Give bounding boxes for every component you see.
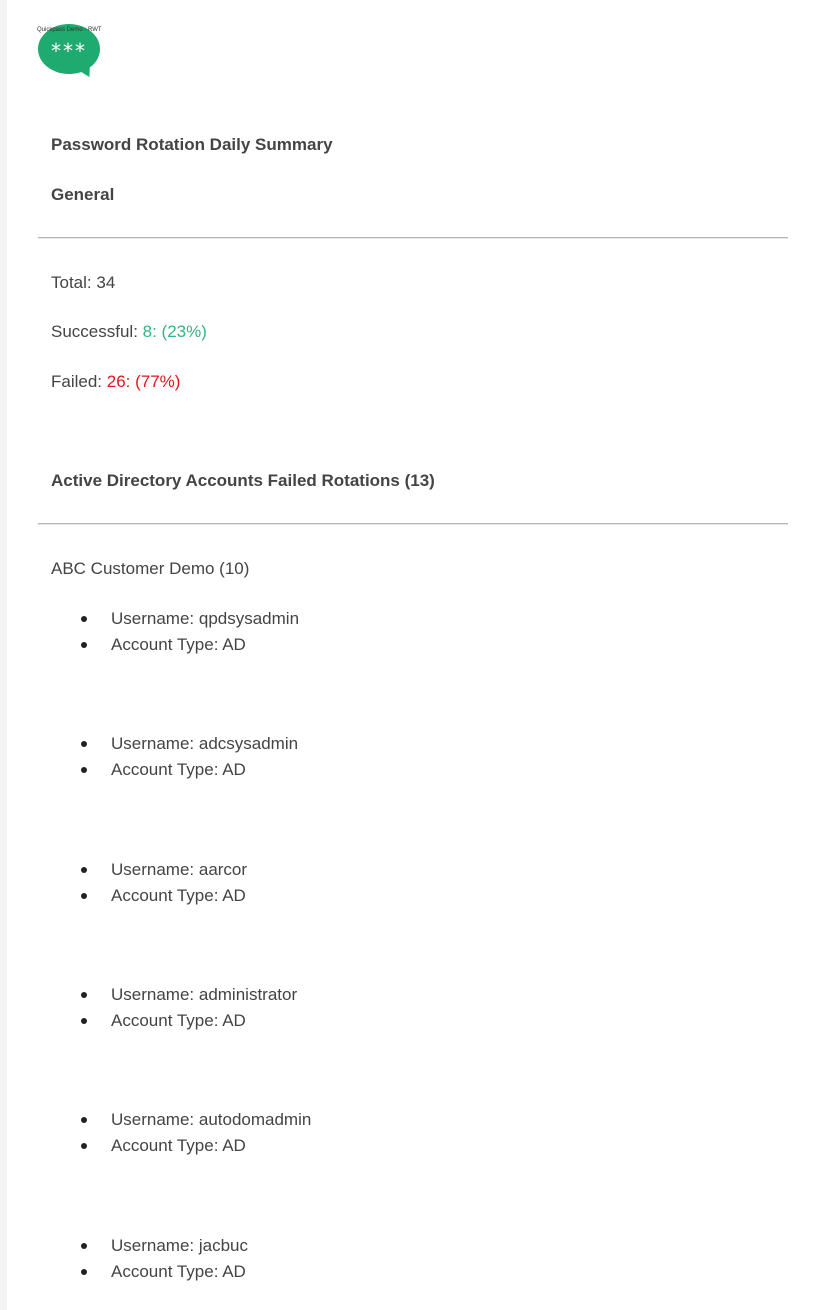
bullet-icon <box>81 1117 87 1123</box>
account-type: Account Type: AD <box>111 1136 246 1155</box>
failed-value: 26: (77%) <box>106 372 181 391</box>
successful-label: Successful: <box>51 322 143 341</box>
successful-value: 8: (23%) <box>142 322 207 341</box>
left-margin-bar <box>0 0 7 1310</box>
account-username: Username: autodomadmin <box>111 1110 312 1129</box>
bullet-icon <box>81 1018 87 1024</box>
bullet-icon <box>81 1243 87 1249</box>
bullet-icon <box>81 1269 87 1275</box>
total-label: Total: <box>51 273 97 292</box>
quickpass-logo <box>37 22 103 78</box>
account-username: Username: jacbuc <box>111 1236 249 1255</box>
successful-line <box>51 322 207 342</box>
logo-stars: *** <box>51 39 87 63</box>
total-value: 34 <box>96 273 116 292</box>
page-title: Password Rotation Daily Summary <box>51 135 333 154</box>
bullet-icon <box>81 1143 87 1149</box>
account-type: Account Type: AD <box>111 760 246 779</box>
bullet-icon <box>81 992 87 998</box>
account-username: Username: administrator <box>111 985 298 1004</box>
account-username: Username: aarcor <box>111 860 248 879</box>
account-type: Account Type: AD <box>111 1011 246 1030</box>
bullet-icon <box>81 893 87 899</box>
general-heading: General <box>51 185 115 204</box>
ad-failed-heading: Active Directory Accounts Failed Rotations (13) <box>51 471 435 490</box>
bullet-icon <box>81 741 87 747</box>
divider <box>38 523 788 525</box>
account-username: Username: adcsysadmin <box>111 734 299 753</box>
logo-caption: Quickpass Demo - RWT <box>37 27 102 33</box>
failed-label: Failed: <box>51 372 107 391</box>
failed-line <box>51 372 180 392</box>
bullet-icon <box>81 616 87 622</box>
customer-group-label: ABC Customer Demo (10) <box>51 559 250 578</box>
bullet-icon <box>81 867 87 873</box>
account-username: Username: qpdsysadmin <box>111 609 300 628</box>
account-type: Account Type: AD <box>111 886 246 905</box>
bullet-icon <box>81 767 87 773</box>
bullet-icon <box>81 642 87 648</box>
account-type: Account Type: AD <box>111 635 246 654</box>
divider <box>38 237 788 239</box>
account-type: Account Type: AD <box>111 1262 246 1281</box>
total-line <box>51 273 115 293</box>
